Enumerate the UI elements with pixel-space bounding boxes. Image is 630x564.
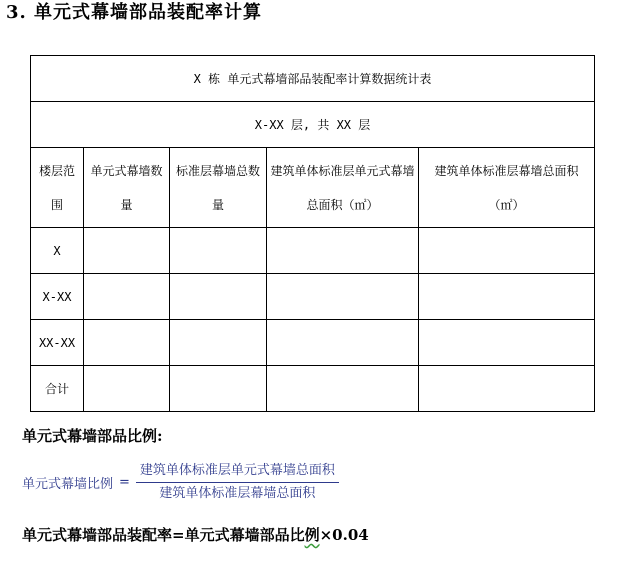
- table-cell: [170, 366, 267, 412]
- header-total-wall-area: [419, 148, 595, 228]
- header-unit-wall-area: [267, 148, 419, 228]
- row-label: X: [31, 228, 84, 274]
- table-cell: [267, 320, 419, 366]
- table-cell: [84, 274, 170, 320]
- final-formula-prefix: 单元式幕墙部品装配率=单元式幕墙部品比: [22, 526, 305, 544]
- formula-denominator: 建筑单体标准层幕墙总面积: [159, 485, 316, 501]
- table-cell: [84, 366, 170, 412]
- formula-fraction: [136, 462, 339, 503]
- ratio-formula: [22, 458, 339, 506]
- table-cell: [170, 228, 267, 274]
- ratio-heading: 单元式幕墙部品比例:: [22, 427, 163, 445]
- header-floor-range-label: 楼层范围: [38, 163, 75, 212]
- section-heading: 3. 单元式幕墙部品装配率计算: [6, 2, 263, 23]
- table-cell: [170, 274, 267, 320]
- table-cell: [267, 274, 419, 320]
- table-cell: [419, 274, 595, 320]
- table-row: [31, 274, 595, 320]
- table-cell: [419, 366, 595, 412]
- table-cell: [84, 228, 170, 274]
- table-cell: [267, 366, 419, 412]
- final-formula-suffix: ×0.04: [319, 526, 369, 544]
- statistics-table: [30, 55, 595, 412]
- table-cell: [267, 228, 419, 274]
- table-row: [31, 228, 595, 274]
- table-cell: [419, 320, 595, 366]
- formula-equals: =: [119, 474, 130, 490]
- header-total-wall-area-label: 建筑单体标准层幕墙总面积（㎡）: [434, 163, 579, 212]
- header-unit-wall-area-label: 建筑单体标准层单元式幕墙总面积（㎡）: [270, 163, 415, 212]
- header-standard-floor-wall-count-label: 标准层幕墙总数量: [175, 163, 260, 212]
- row-label: XX-XX: [31, 320, 84, 366]
- table-title: X 栋 单元式幕墙部品装配率计算数据统计表: [31, 56, 595, 102]
- row-label: 合计: [31, 366, 84, 412]
- header-unit-curtain-wall-count: [84, 148, 170, 228]
- header-floor-range: [31, 148, 84, 228]
- assembly-rate-formula: [22, 522, 369, 548]
- table-row: [31, 320, 595, 366]
- table-cell: [419, 228, 595, 274]
- row-label: X-XX: [31, 274, 84, 320]
- header-unit-curtain-wall-count-label: 单元式幕墙数量: [90, 163, 163, 212]
- formula-lhs: 单元式幕墙比例: [22, 476, 114, 492]
- table-cell: [170, 320, 267, 366]
- table-row: [31, 366, 595, 412]
- formula-numerator: 建筑单体标准层单元式幕墙总面积: [136, 462, 339, 483]
- table-cell: [84, 320, 170, 366]
- table-header-row: [31, 148, 595, 228]
- final-formula-underlined-word: 例: [304, 526, 320, 544]
- header-standard-floor-wall-count: [170, 148, 267, 228]
- table-subtitle: X-XX 层, 共 XX 层: [31, 102, 595, 148]
